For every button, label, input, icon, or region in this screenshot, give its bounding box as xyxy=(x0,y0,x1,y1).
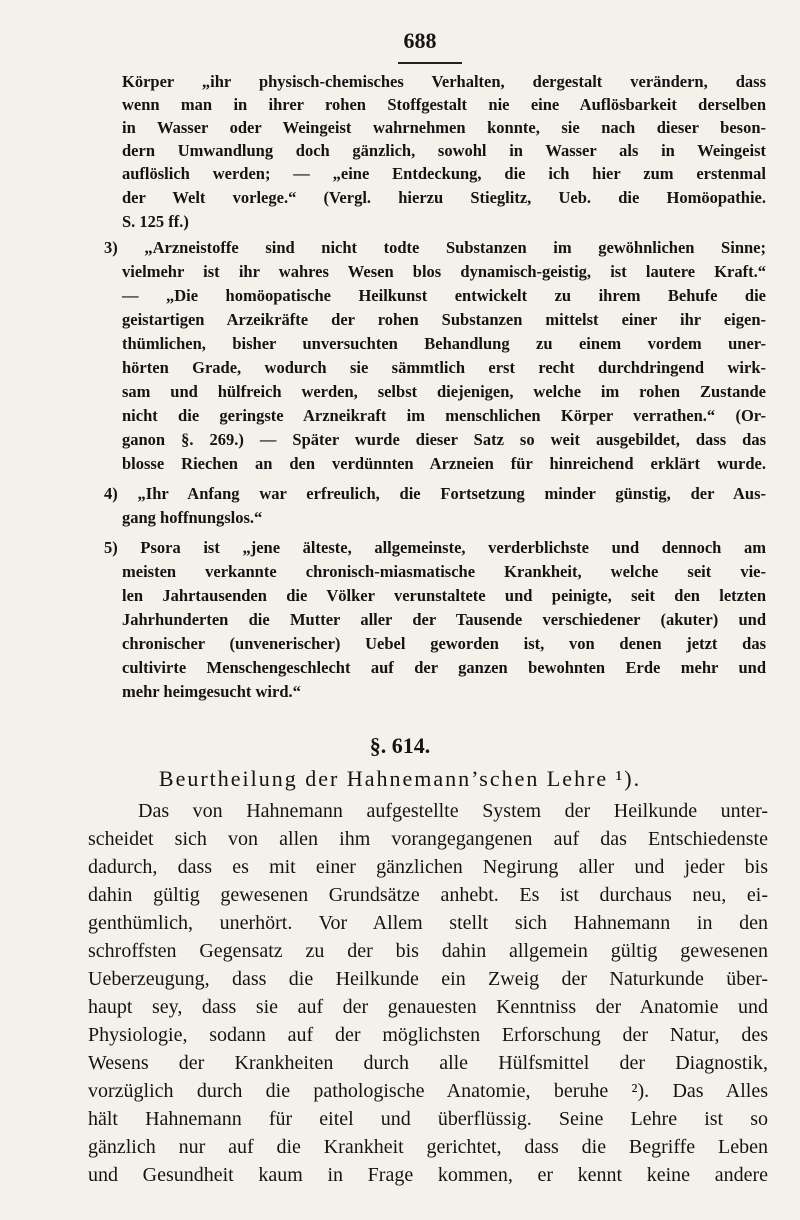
footnote-line: meisten verkannte chronisch-miasmatische Krankheit, welche seit vie- xyxy=(122,562,766,581)
footnote-line: chronischer (unvenerischer) Uebel geworden ist, von denen jetzt das xyxy=(122,634,766,653)
body-line: Ueberzeugung, dass die Heilkunde ein Zweig der Naturkunde über- xyxy=(88,968,768,990)
footnote-line: in Wasser oder Weingeist wahrnehmen konnte, sie nach dieser beson- xyxy=(122,118,766,137)
body-line: genthümlich, unerhört. Vor Allem stellt sich Hahnemann in den xyxy=(88,912,768,934)
footnote-line: cultivirte Menschengeschlecht auf der ganzen bewohnten Erde mehr und xyxy=(122,658,766,677)
footnote-line: sam und hülfreich werden, selbst diejenigen, welche im rohen Zustande xyxy=(122,382,766,401)
footnote-line: gang hoffnungslos.“ xyxy=(122,508,263,527)
footnote-line: 3) „Arzneistoffe sind nicht todte Substanzen im gewöhnlichen Sinne; xyxy=(104,238,766,257)
body-line: vorzüglich durch die pathologische Anatomie, beruhe ²). Das Alles xyxy=(88,1080,768,1102)
body-line: Wesens der Krankheiten durch alle Hülfsmittel der Diagnostik, xyxy=(88,1052,768,1074)
section-number: §. 614. xyxy=(369,733,431,758)
body-line: scheidet sich von allen ihm vorangegangenen auf das Entschiedenste xyxy=(88,828,768,850)
footnote-line: dern Umwandlung doch gänzlich, sowohl in Wasser als in Weingeist xyxy=(122,141,766,160)
body-line: hält Hahnemann für eitel und überflüssig. Seine Lehre ist so xyxy=(88,1108,768,1130)
footnote-line: 5) Psora ist „jene älteste, allgemeinste, verderblichste und dennoch am xyxy=(104,538,766,557)
body-line: dadurch, dass es mit einer gänzlichen Negirung aller und jeder bis xyxy=(88,856,768,878)
footnote-line: len Jahrtausenden die Völker verunstaltete und peinigte, seit den letzten xyxy=(122,586,766,605)
footnote-line: wenn man in ihrer rohen Stoffgestalt nie eine Auflösbarkeit derselben xyxy=(122,95,766,114)
body-line: und Gesundheit kaum in Frage kommen, er kennt keine andere xyxy=(88,1164,768,1186)
footnote-line: 4) „Ihr Anfang war erfreulich, die Fortsetzung minder günstig, der Aus- xyxy=(104,484,766,503)
page-number-rule xyxy=(398,62,462,64)
footnote-line: vielmehr ist ihr wahres Wesen blos dynamisch-geistig, ist lautere Kraft.“ xyxy=(122,262,766,281)
body-line: gänzlich nur auf die Krankheit gerichtet, dass die Begriffe Leben xyxy=(88,1136,768,1158)
footnote-line: ganon §. 269.) — Später wurde dieser Satz so weit ausgebildet, dass das xyxy=(122,430,766,449)
footnote-line: — „Die homöopatische Heilkunst entwickelt zu ihrem Behufe die xyxy=(122,286,766,305)
body-line: Physiologie, sodann auf der möglichsten Erforschung der Natur, des xyxy=(88,1024,768,1046)
footnote-line: der Welt vorlege.“ (Vergl. hierzu Stieglitz, Ueb. die Homöopathie. xyxy=(122,188,766,207)
body-line: schroffsten Gegensatz zu der bis dahin allgemein gültig gewesenen xyxy=(88,940,768,962)
footnote-line: geistartigen Arzeikräfte der rohen Substanzen mittelst einer ihr eigen- xyxy=(122,310,766,329)
footnote-line: mehr heimgesucht wird.“ xyxy=(122,682,301,701)
footnote-line: S. 125 ff.) xyxy=(122,212,189,231)
body-line: dahin gültig gewesenen Grundsätze anhebt. Es ist durchaus neu, ei- xyxy=(88,884,768,906)
footnote-line: thümlichen, bisher unversuchten Behandlung zu einem vordem uner- xyxy=(122,334,766,353)
section-heading: Beurtheilung der Hahnemann’schen Lehre ¹). xyxy=(158,766,642,791)
footnote-line: Jahrhunderten die Mutter aller der Tausende verschiedener (akuter) und xyxy=(122,610,766,629)
footnote-line: blosse Riechen an den verdünnten Arzneien für hinreichend erklärt wurde. xyxy=(122,454,766,473)
body-line: Das von Hahnemann aufgestellte System der Heilkunde unter- xyxy=(138,800,768,822)
footnote-line: Körper „ihr physisch-chemisches Verhalten, dergestalt verändern, dass xyxy=(122,72,766,91)
footnote-line: hörten Grade, wodurch sie sämmtlich erst recht durchdringend wirk- xyxy=(122,358,766,377)
page-number: 688 xyxy=(403,28,437,53)
footnote-line: nicht die geringste Arzneikraft im menschlichen Körper verrathen.“ (Or- xyxy=(122,406,766,425)
footnote-line: auflöslich werden; — „eine Entdeckung, die ich hier zum erstenmal xyxy=(122,164,766,183)
body-line: haupt sey, dass sie auf der genauesten Kenntniss der Anatomie und xyxy=(88,996,768,1018)
